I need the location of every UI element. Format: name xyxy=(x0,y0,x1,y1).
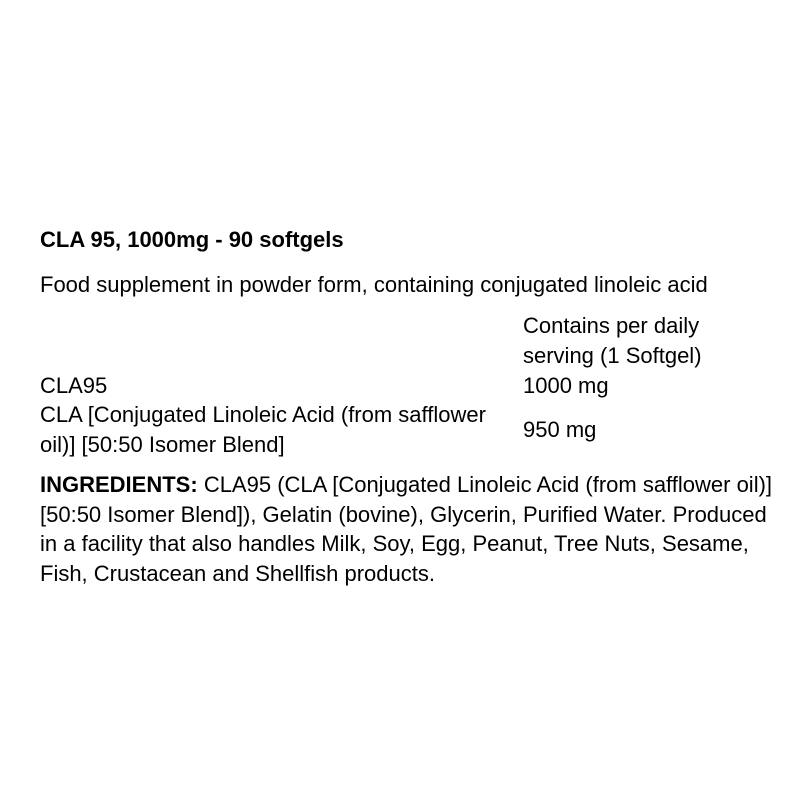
supplement-facts-table xyxy=(40,311,773,459)
ingredients-label: INGREDIENTS: xyxy=(40,471,198,497)
table-row xyxy=(40,371,773,401)
ingredients-paragraph xyxy=(40,470,785,589)
nutrient-amount: 1000 mg xyxy=(523,372,609,398)
ingredients-text: CLA95 (CLA [Conjugated Linoleic Acid (from safflower oil)] [50:50 Isomer Blend]), Gelatin (bovine), Glycerin, Purified Water. Produced in a facility that also handles Milk, Soy, Egg, Peanut, Tree Nuts, Sesame, Fish, Crustacean and Shellfish products. xyxy=(40,471,773,586)
product-title: CLA 95, 1000mg - 90 softgels xyxy=(40,227,344,252)
nutrient-name: CLA95 xyxy=(40,372,108,398)
nutrient-name: CLA [Conjugated Linoleic Acid (from safflower oil)] [50:50 Isomer Blend] xyxy=(40,402,486,458)
table-header-row xyxy=(40,311,773,370)
product-description: Food supplement in powder form, containing conjugated linoleic acid xyxy=(40,271,708,297)
table-row xyxy=(40,400,773,459)
nutrient-amount: 950 mg xyxy=(523,417,597,443)
amount-header-cell: Contains per daily serving (1 Softgel) xyxy=(523,313,702,369)
